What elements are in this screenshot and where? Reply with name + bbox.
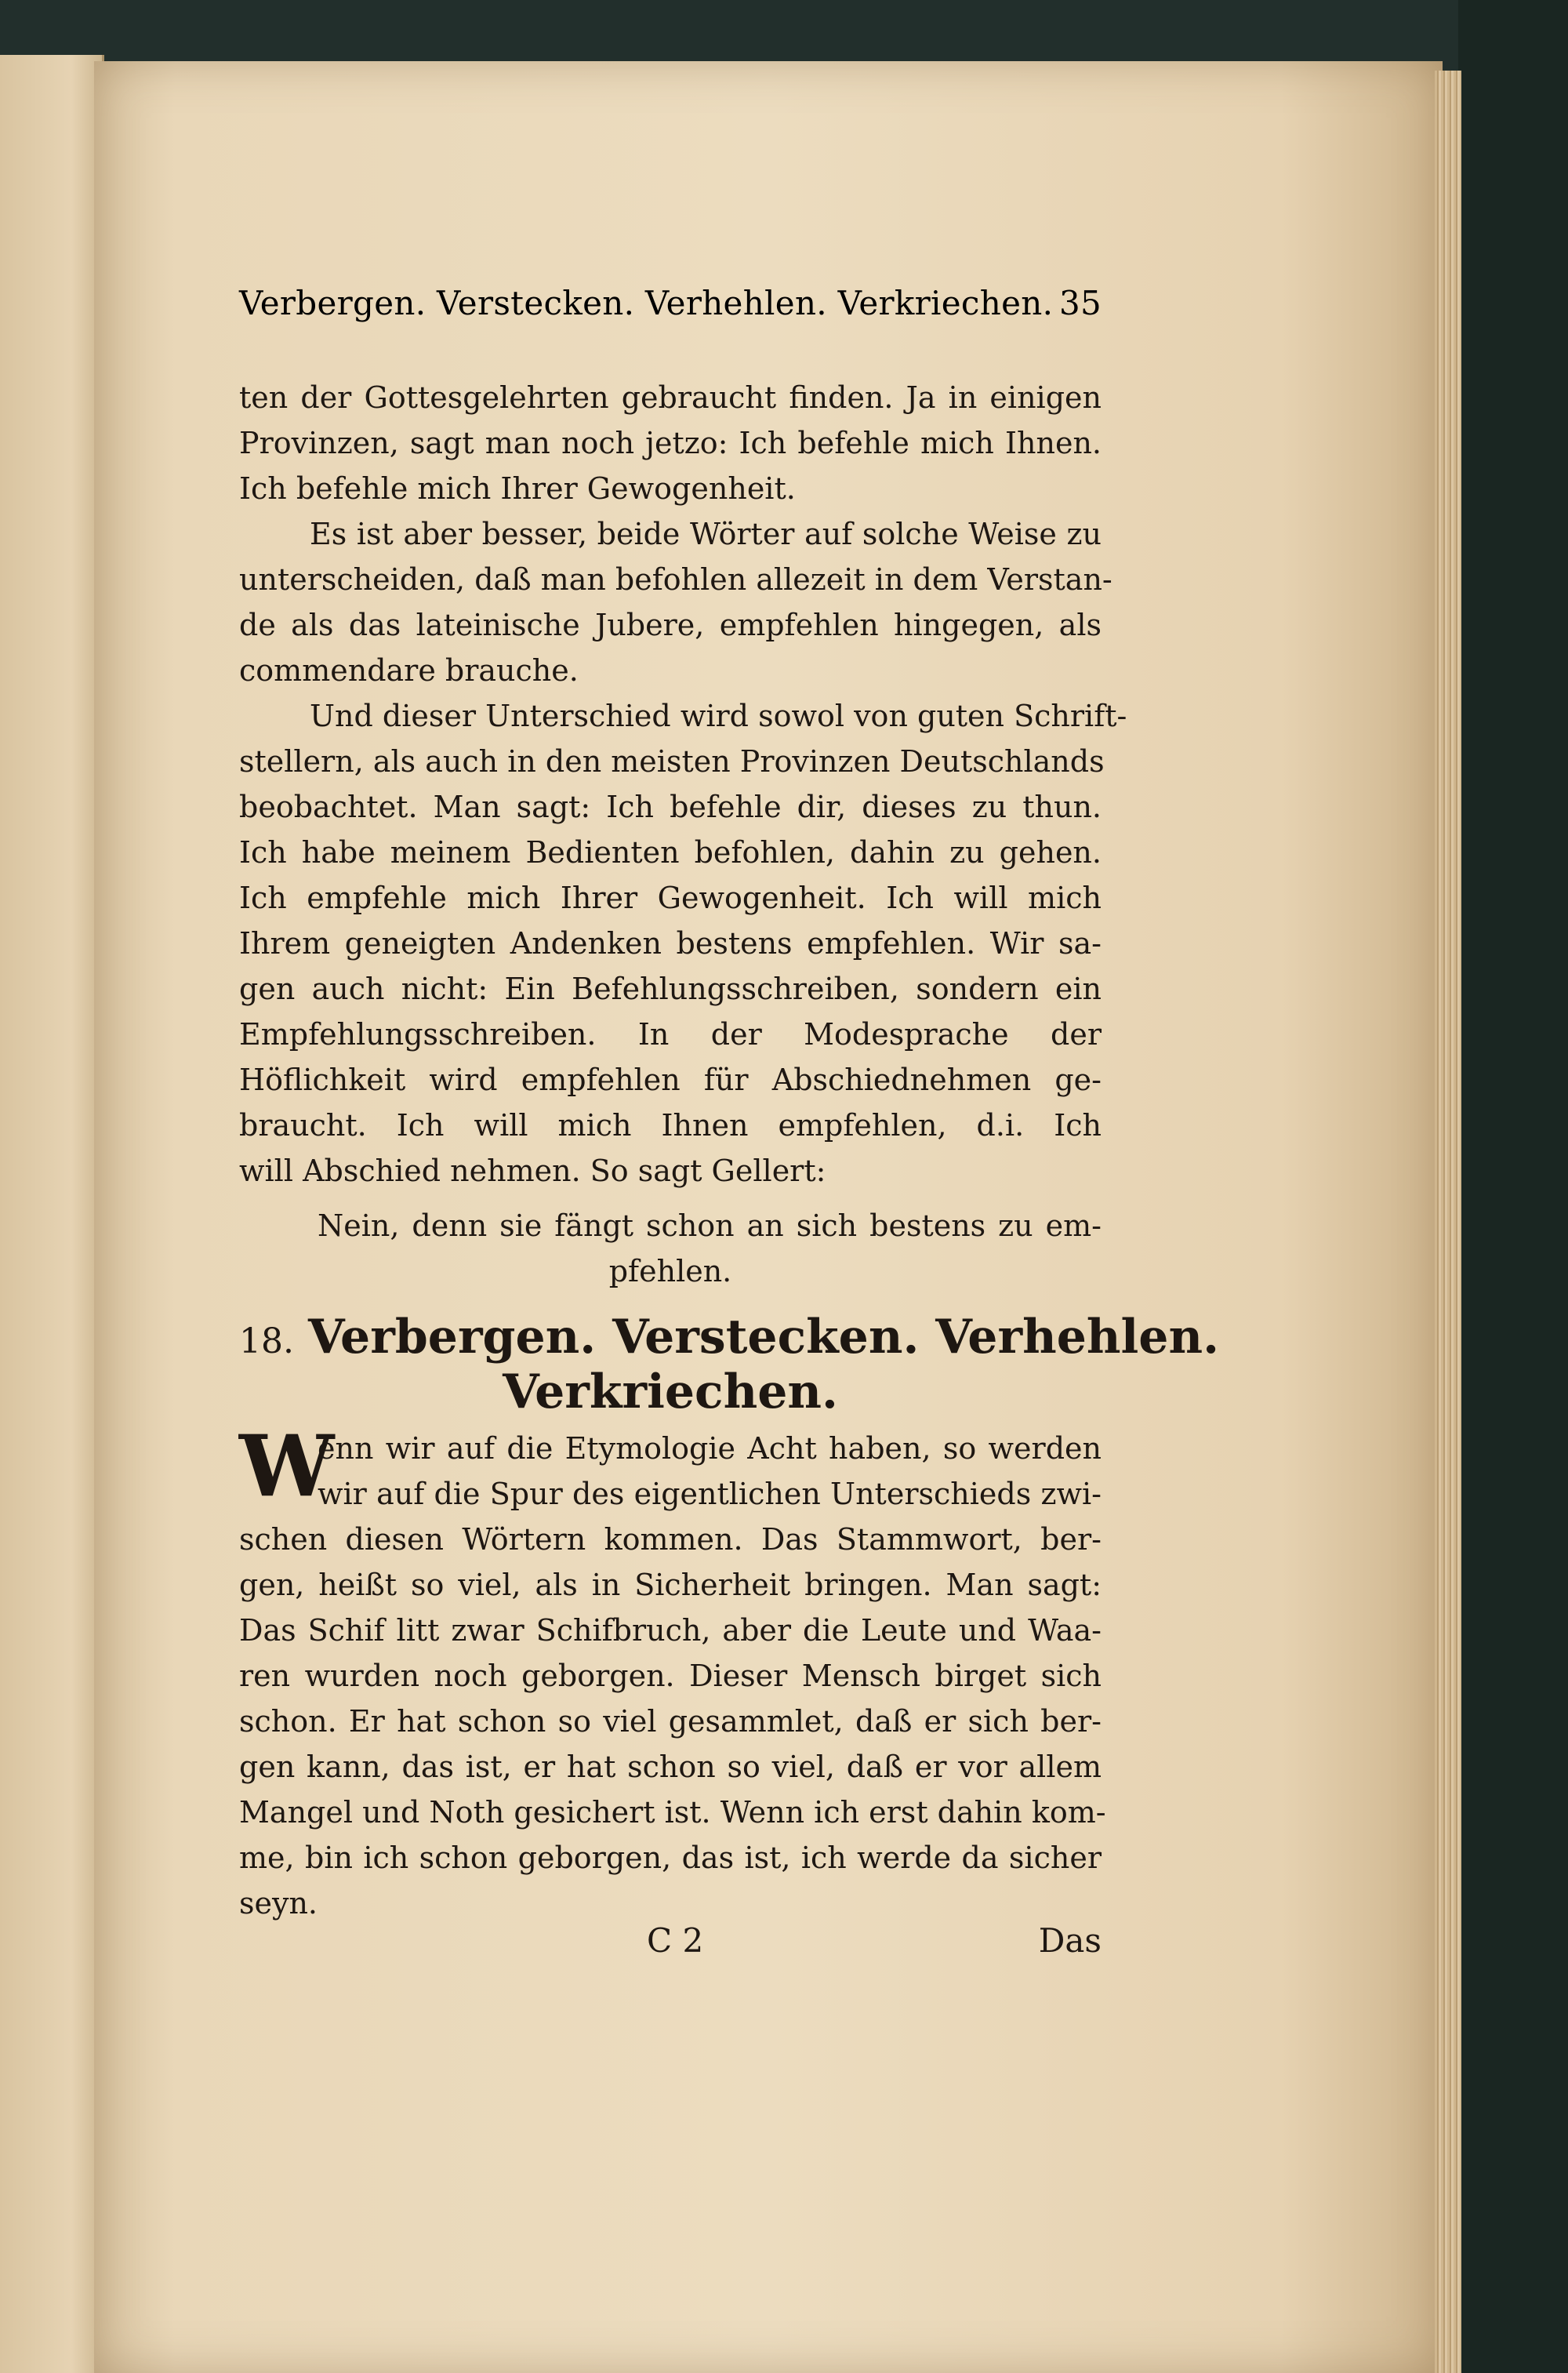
running-title: Verbergen. Verstecken. Verhehlen. Verkriechen. xyxy=(239,284,1054,322)
running-header xyxy=(239,284,1102,322)
background-board-right xyxy=(1458,0,1568,2373)
section-title xyxy=(239,1310,1219,1365)
body-line: will Abschied nehmen. So sagt Gellert: xyxy=(239,1154,826,1188)
body-line: unterscheiden, daß man befohlen allezeit in dem Verstan- xyxy=(239,562,1112,597)
body-line: stellern, als auch in den meisten Provinzen Deutschlands xyxy=(239,744,1105,779)
section-line: me, bin ich schon geborgen, das ist, ich werde da sicher xyxy=(239,1841,1102,1875)
page-number: 35 xyxy=(1058,284,1102,322)
quote-line: pfehlen. xyxy=(608,1254,732,1288)
body-line: Empfehlungsschreiben. In der Modesprache der xyxy=(239,1017,1102,1052)
body-line: Ihrem geneigten Andenken bestens empfehlen. Wir sa- xyxy=(239,926,1102,961)
body-line: ten der Gottesgelehrten gebraucht finden. Ja in einigen xyxy=(239,380,1102,415)
body-line: Höflichkeit wird empfehlen für Abschiednehmen ge- xyxy=(239,1063,1102,1097)
signature-mark: C 2 xyxy=(647,1921,704,1960)
body-line: Ich habe meinem Bedienten befohlen, dahin zu gehen. xyxy=(239,835,1102,870)
section-line: gen kann, das ist, er hat schon so viel, daß er vor allem xyxy=(239,1750,1102,1784)
section-title-line2: Verkriechen. xyxy=(503,1365,838,1419)
body-line: beobachtet. Man sagt: Ich befehle dir, dieses zu thun. xyxy=(239,790,1102,824)
section-line: schen diesen Wörtern kommen. Das Stammwort, ber- xyxy=(239,1522,1102,1557)
body-line: commendare brauche. xyxy=(239,653,579,688)
section-line: gen, heißt so viel, als in Sicherheit bringen. Man sagt: xyxy=(239,1568,1102,1602)
body-line: Ich empfehle mich Ihrer Gewogenheit. Ich will mich xyxy=(239,881,1102,915)
drop-cap: W xyxy=(239,1417,335,1516)
section-line: Mangel und Noth gesichert ist. Wenn ich erst dahin kom- xyxy=(239,1795,1106,1830)
section-line: seyn. xyxy=(239,1886,318,1921)
section-number: 18. xyxy=(239,1321,294,1361)
body-line: Und dieser Unterschied wird sowol von guten Schrift- xyxy=(310,699,1127,733)
body-line: gen auch nicht: Ein Befehlungsschreiben, sondern ein xyxy=(239,972,1102,1006)
body-line: Provinzen, sagt man noch jetzo: Ich befehle mich Ihnen. xyxy=(239,426,1102,460)
body-line: Ich befehle mich Ihrer Gewogenheit. xyxy=(239,471,796,506)
catchword: Das xyxy=(1038,1921,1102,1960)
page-stack-edge xyxy=(1435,71,1461,2373)
section-line: Das Schif litt zwar Schifbruch, aber die Leute und Waa- xyxy=(239,1613,1102,1648)
body-line: de als das lateinische Jubere, empfehlen hingegen, als xyxy=(239,608,1102,642)
section-line: wir auf die Spur des eigentlichen Unterschieds zwi- xyxy=(318,1477,1102,1511)
section-line: schon. Er hat schon so viel gesammlet, daß er sich ber- xyxy=(239,1704,1102,1739)
section-line: enn wir auf die Etymologie Acht haben, so werden xyxy=(318,1431,1102,1466)
section-line: ren wurden noch geborgen. Dieser Mensch birget sich xyxy=(239,1659,1102,1693)
body-line: braucht. Ich will mich Ihnen empfehlen, d.i. Ich xyxy=(239,1108,1102,1143)
quote-line: Nein, denn sie fängt schon an sich bestens zu em- xyxy=(318,1208,1102,1243)
body-line: Es ist aber besser, beide Wörter auf solche Weise zu xyxy=(310,517,1102,551)
left-page-edge xyxy=(0,55,104,2373)
background-board xyxy=(0,0,1568,71)
section-title-line1: Verbergen. Verstecken. Verhehlen. xyxy=(307,1310,1219,1365)
